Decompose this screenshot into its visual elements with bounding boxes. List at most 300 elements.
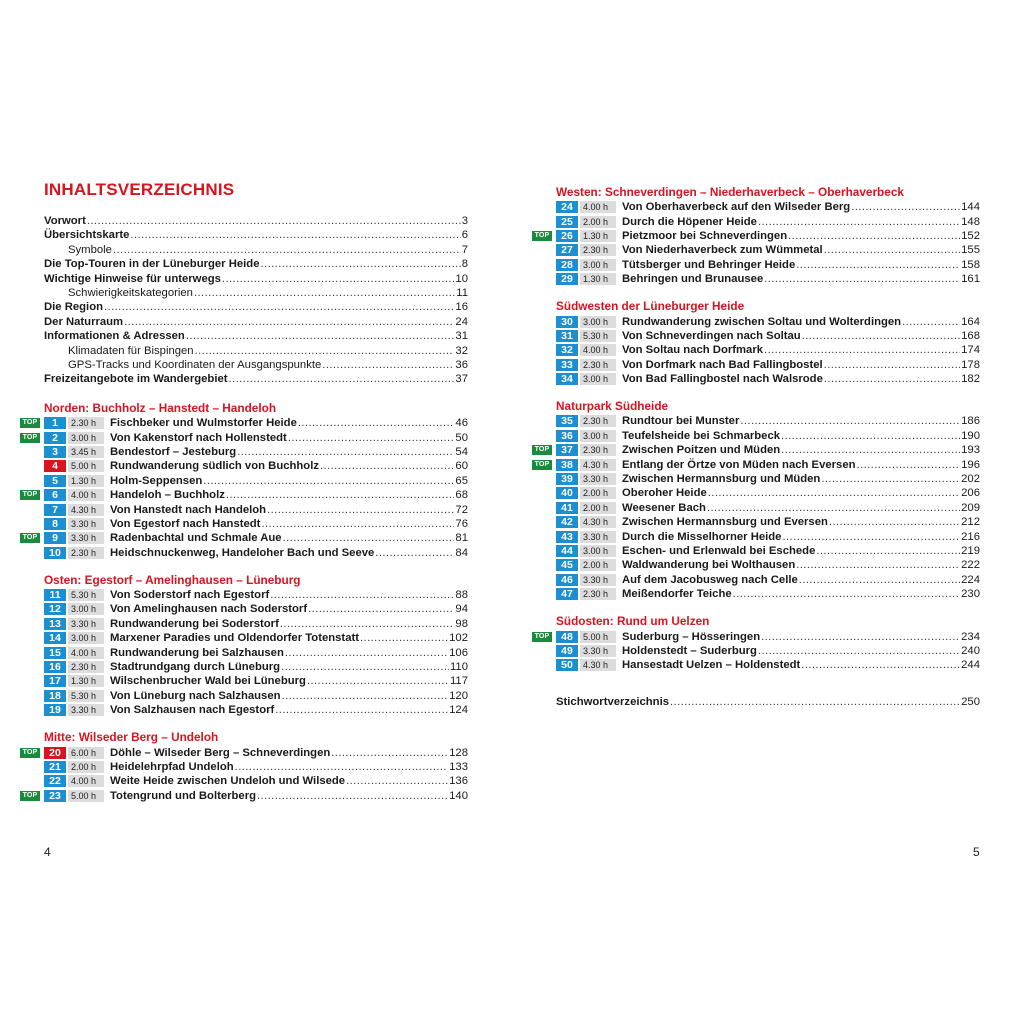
- tour-page: 168: [961, 329, 980, 342]
- tour-page: 60: [455, 460, 468, 473]
- tour-duration: 5.30 h: [68, 690, 104, 702]
- dot-leader: [320, 460, 454, 472]
- tour-duration: 3.30 h: [580, 574, 616, 586]
- dot-leader: [824, 373, 960, 385]
- toc-entry-label: Klimadaten für Bispingen: [68, 344, 194, 357]
- dot-leader: [764, 344, 960, 356]
- toc-entry-page: 6: [461, 229, 468, 242]
- section-heading: Naturpark Südheide: [556, 399, 669, 414]
- top-tour-badge: TOP: [20, 533, 40, 543]
- toc-entry[interactable]: [44, 329, 468, 343]
- section-heading: Südosten: Rund um Uelzen: [556, 614, 710, 629]
- tour-duration: 2.30 h: [68, 417, 104, 429]
- tour-page: 84: [455, 546, 468, 559]
- tour-entry[interactable]: [556, 587, 980, 601]
- tour-name: Von Niederhaverbeck zum Wümmetal: [622, 244, 823, 257]
- dot-leader: [799, 574, 960, 586]
- tour-entry[interactable]: [556, 314, 980, 328]
- tour-duration: 3.00 h: [580, 545, 616, 557]
- dot-leader: [802, 330, 960, 342]
- tour-entry[interactable]: [556, 414, 980, 428]
- dot-leader: [733, 588, 960, 600]
- toc-entry-label: Die Top-Touren in der Lüneburger Heide: [44, 258, 260, 271]
- tour-number: 40: [556, 487, 578, 499]
- tour-name: Von Soltau nach Dorfmark: [622, 344, 764, 357]
- toc-entry-page: 7: [461, 243, 468, 256]
- tour-page: 144: [961, 201, 980, 214]
- right-page: [512, 0, 1024, 1024]
- tour-entry[interactable]: [534, 457, 980, 471]
- tour-page: 94: [455, 603, 468, 616]
- toc-entry[interactable]: [44, 257, 468, 271]
- tour-duration: 3.30 h: [580, 645, 616, 657]
- tour-duration: 3.30 h: [68, 618, 104, 630]
- tour-entry[interactable]: [22, 745, 468, 759]
- tour-entry[interactable]: [534, 629, 980, 643]
- dot-leader: [764, 273, 960, 285]
- tour-page: 240: [961, 644, 980, 657]
- tour-page: 190: [961, 429, 980, 442]
- dot-leader: [824, 244, 960, 256]
- tour-name: Oberoher Heide: [622, 487, 707, 500]
- tour-page: 72: [455, 503, 468, 516]
- dot-leader: [781, 444, 960, 456]
- tour-page: 164: [961, 315, 980, 328]
- tour-name: Holdenstedt – Suderburg: [622, 644, 757, 657]
- top-tour-badge: TOP: [532, 632, 552, 642]
- front-matter-list: [44, 214, 468, 387]
- tour-entry[interactable]: [556, 472, 980, 486]
- dot-leader: [275, 704, 448, 716]
- tour-entry[interactable]: [556, 329, 980, 343]
- tour-page: 68: [455, 489, 468, 502]
- tour-entry[interactable]: [556, 515, 980, 529]
- tour-name: Von Bad Fallingbostel nach Walsrode: [622, 373, 823, 386]
- tour-name: Stadtrundgang durch Lüneburg: [110, 661, 281, 674]
- tour-name: Von Salzhausen nach Egestorf: [110, 704, 275, 717]
- tour-number: 37: [556, 444, 578, 456]
- tour-page: 152: [961, 229, 980, 242]
- dot-leader: [708, 487, 960, 499]
- tour-page: 136: [449, 775, 468, 788]
- dot-leader: [707, 502, 960, 514]
- toc-entry[interactable]: [44, 214, 468, 228]
- tour-number: 50: [556, 659, 578, 671]
- tour-number: 16: [44, 661, 66, 673]
- tour-number: 5: [44, 475, 66, 487]
- tour-page: 161: [961, 273, 980, 286]
- tour-duration: 3.00 h: [580, 316, 616, 328]
- tour-duration: 2.00 h: [580, 216, 616, 228]
- tour-duration: 4.30 h: [68, 504, 104, 516]
- tour-duration: 3.45 h: [68, 446, 104, 458]
- dot-leader: [261, 518, 454, 530]
- toc-entry[interactable]: [44, 300, 468, 314]
- dot-leader: [758, 216, 960, 228]
- tour-entry[interactable]: [22, 789, 468, 803]
- tour-entry[interactable]: [22, 531, 468, 545]
- tour-number: 4: [44, 460, 66, 472]
- toc-entry[interactable]: [44, 372, 468, 386]
- tour-name: Durch die Höpener Heide: [622, 215, 757, 228]
- tour-page: 120: [449, 689, 468, 702]
- tour-number: 26: [556, 230, 578, 242]
- tour-page: 202: [961, 473, 980, 486]
- tour-duration: 2.00 h: [580, 559, 616, 571]
- tour-entry[interactable]: [556, 558, 980, 572]
- tour-duration: 3.30 h: [580, 531, 616, 543]
- toc-entry-page: 37: [455, 373, 468, 386]
- tour-duration: 5.30 h: [68, 589, 104, 601]
- toc-entry[interactable]: [44, 286, 468, 300]
- tour-duration: 3.00 h: [68, 432, 104, 444]
- tour-name: Bendestorf – Jesteburg: [110, 445, 237, 458]
- tour-duration: 5.00 h: [68, 790, 104, 802]
- tour-entry[interactable]: [44, 459, 468, 473]
- tour-duration: 4.30 h: [580, 516, 616, 528]
- tour-number: 20: [44, 747, 66, 759]
- tour-page: 193: [961, 444, 980, 457]
- section-heading: Südwesten der Lüneburger Heide: [556, 299, 745, 314]
- dot-leader: [282, 690, 449, 702]
- dot-leader: [235, 761, 448, 773]
- tour-page: 65: [455, 474, 468, 487]
- tour-number: 18: [44, 690, 66, 702]
- tour-duration: 2.00 h: [580, 487, 616, 499]
- toc-entry[interactable]: [44, 358, 468, 372]
- tour-number: 33: [556, 359, 578, 371]
- tour-page: 106: [449, 646, 468, 659]
- tour-entry[interactable]: [556, 272, 980, 286]
- dot-leader: [307, 675, 449, 687]
- dot-leader: [322, 358, 454, 372]
- tour-name: Zwischen Hermannsburg und Müden: [622, 473, 821, 486]
- toc-entry-page: 250: [961, 695, 980, 708]
- tour-page: 128: [449, 746, 468, 759]
- tour-entry[interactable]: [44, 445, 468, 459]
- tour-name: Zwischen Hermannsburg und Eversen: [622, 516, 828, 529]
- tour-entry[interactable]: [44, 602, 468, 616]
- tour-number: 3: [44, 446, 66, 458]
- tour-page: 186: [961, 415, 980, 428]
- tour-name: Auf dem Jacobusweg nach Celle: [622, 573, 798, 586]
- tour-name: Rundwanderung zwischen Soltau und Wolterdingen: [622, 315, 902, 328]
- dot-leader: [130, 228, 460, 242]
- dot-leader: [270, 589, 454, 601]
- dot-leader: [285, 647, 448, 659]
- dot-leader: [281, 661, 449, 673]
- tour-page: 178: [961, 358, 980, 371]
- tour-entry[interactable]: [44, 774, 468, 788]
- tour-entry[interactable]: [44, 588, 468, 602]
- tour-entry[interactable]: [556, 658, 980, 672]
- dot-leader: [87, 214, 461, 228]
- tour-entry[interactable]: [556, 343, 980, 357]
- tour-number: 48: [556, 631, 578, 643]
- tour-entry[interactable]: [556, 243, 980, 257]
- toc-entry-page: 3: [461, 215, 468, 227]
- dot-leader: [829, 516, 960, 528]
- tour-number: 22: [44, 775, 66, 787]
- tour-entry[interactable]: [556, 573, 980, 587]
- tour-number: 29: [556, 273, 578, 285]
- tour-section: [534, 398, 980, 601]
- tour-number: 12: [44, 603, 66, 615]
- tour-duration: 4.30 h: [580, 459, 616, 471]
- tour-page: 212: [961, 516, 980, 529]
- tour-entry[interactable]: [556, 200, 980, 214]
- tour-number: 17: [44, 675, 66, 687]
- dot-leader: [222, 272, 455, 286]
- tour-number: 35: [556, 415, 578, 427]
- tour-duration: 3.30 h: [68, 704, 104, 716]
- tour-name: Weesener Bach: [622, 501, 706, 514]
- tour-page: 182: [961, 373, 980, 386]
- toc-entry-label: Wichtige Hinweise für unterwegs: [44, 272, 221, 285]
- dot-leader: [283, 532, 455, 544]
- tour-name: Pietzmoor bei Schneverdingen: [622, 229, 788, 242]
- toc-entry-label: Vorwort: [44, 215, 86, 227]
- tour-name: Döhle – Wilseder Berg – Schneverdingen: [110, 746, 331, 759]
- tour-entry[interactable]: [44, 674, 468, 688]
- tour-duration: 4.30 h: [580, 659, 616, 671]
- tour-name: Meißendorfer Teiche: [622, 588, 732, 601]
- dot-leader: [801, 659, 960, 671]
- tour-name: Von Amelinghausen nach Soderstorf: [110, 603, 308, 616]
- tour-name: Von Egestorf nach Hanstedt: [110, 517, 261, 530]
- tour-number: 2: [44, 432, 66, 444]
- tour-duration: 3.00 h: [580, 430, 616, 442]
- tour-number: 27: [556, 244, 578, 256]
- tour-section: [22, 400, 468, 560]
- top-tour-badge: TOP: [20, 748, 40, 758]
- tour-name: Rundwanderung bei Soderstorf: [110, 617, 279, 630]
- tour-name: Weite Heide zwischen Undeloh und Wilsede: [110, 775, 346, 788]
- dot-leader: [194, 286, 455, 300]
- tour-page: 133: [449, 761, 468, 773]
- tour-page: 124: [449, 704, 468, 717]
- tour-name: Holm-Seppensen: [110, 474, 203, 487]
- toc-entry[interactable]: [44, 228, 468, 242]
- tour-duration: 1.30 h: [68, 675, 104, 687]
- tour-number: 25: [556, 216, 578, 228]
- tour-duration: 3.30 h: [580, 473, 616, 485]
- tour-entry[interactable]: [44, 660, 468, 674]
- tour-page: 102: [449, 632, 468, 645]
- toc-entry[interactable]: [44, 243, 468, 257]
- tour-name: Hansestadt Uelzen – Holdenstedt: [622, 659, 801, 672]
- tour-entry[interactable]: [44, 546, 468, 560]
- tour-name: Von Hanstedt nach Handeloh: [110, 503, 267, 516]
- tour-page: 222: [961, 559, 980, 572]
- tour-duration: 2.30 h: [580, 444, 616, 456]
- tour-name: Durch die Misselhorner Heide: [622, 530, 782, 543]
- tour-entry[interactable]: [556, 214, 980, 228]
- dot-leader: [267, 504, 454, 516]
- tour-number: 46: [556, 574, 578, 586]
- tour-page: 209: [961, 501, 980, 514]
- tour-page: 216: [961, 530, 980, 543]
- toc-entry-index[interactable]: [556, 695, 980, 709]
- toc-entry-page: 36: [455, 358, 468, 371]
- tour-duration: 2.30 h: [580, 359, 616, 371]
- dot-leader: [104, 300, 454, 314]
- section-heading: Osten: Egestorf – Amelinghausen – Lüneburg: [44, 572, 301, 587]
- tour-name: Heidelehrpfad Undeloh: [110, 761, 234, 773]
- dot-leader: [816, 545, 960, 557]
- toc-entry-page: 10: [455, 272, 468, 285]
- tour-entry[interactable]: [534, 229, 980, 243]
- tour-page: 117: [449, 675, 468, 688]
- tour-duration: 2.30 h: [68, 661, 104, 673]
- dot-leader: [113, 243, 461, 257]
- toc-entry-label: Freizeitangebote im Wandergebiet: [44, 373, 228, 386]
- tour-duration: 5.00 h: [68, 460, 104, 472]
- dot-leader: [226, 489, 455, 501]
- tour-entry[interactable]: [44, 474, 468, 488]
- dot-leader: [788, 230, 960, 242]
- tour-duration: 1.30 h: [580, 230, 616, 242]
- tour-number: 31: [556, 330, 578, 342]
- tour-entry[interactable]: [44, 502, 468, 516]
- tour-entry[interactable]: [44, 703, 468, 717]
- tour-entry[interactable]: [44, 760, 468, 774]
- tour-entry[interactable]: [44, 617, 468, 631]
- dot-leader: [824, 359, 960, 371]
- tour-entry[interactable]: [556, 358, 980, 372]
- tour-entry[interactable]: [22, 416, 468, 430]
- tour-duration: 3.00 h: [580, 373, 616, 385]
- tour-page: 206: [961, 487, 980, 500]
- tour-name: Zwischen Poitzen und Müden: [622, 444, 781, 457]
- tour-name: Eschen- und Erlenwald bei Eschede: [622, 545, 816, 557]
- tour-duration: 3.30 h: [68, 532, 104, 544]
- tour-number: 24: [556, 201, 578, 213]
- dot-leader: [857, 459, 961, 471]
- toc-entry-label: Symbole: [68, 243, 112, 256]
- tour-entry[interactable]: [556, 644, 980, 658]
- tour-number: 28: [556, 259, 578, 271]
- tour-duration: 1.30 h: [580, 273, 616, 285]
- tour-page: 98: [455, 617, 468, 630]
- tour-entry[interactable]: [22, 488, 468, 502]
- tour-number: 19: [44, 704, 66, 716]
- tour-entry[interactable]: [44, 517, 468, 531]
- tour-section: [44, 572, 468, 718]
- top-tour-badge: TOP: [20, 490, 40, 500]
- tour-entry[interactable]: [556, 429, 980, 443]
- tour-name: Waldwanderung bei Wolthausen: [622, 559, 796, 572]
- toc-entry[interactable]: [44, 344, 468, 358]
- tour-page: 110: [449, 661, 468, 674]
- tour-name: Von Soderstorf nach Egestorf: [110, 589, 270, 602]
- tour-number: 49: [556, 645, 578, 657]
- tour-duration: 3.30 h: [68, 518, 104, 530]
- tour-entry[interactable]: [44, 631, 468, 645]
- tour-number: 9: [44, 532, 66, 544]
- tour-entry[interactable]: [556, 372, 980, 386]
- tour-duration: 6.00 h: [68, 747, 104, 759]
- tour-name: Von Dorfmark nach Bad Fallingbostel: [622, 358, 823, 371]
- tour-number: 42: [556, 516, 578, 528]
- toc-entry-page: 16: [455, 301, 468, 314]
- tour-name: Rundtour bei Munster: [622, 415, 740, 428]
- top-tour-badge: TOP: [532, 460, 552, 470]
- page-number-right: 5: [973, 845, 980, 859]
- dot-leader: [360, 632, 448, 644]
- dot-leader: [261, 257, 461, 271]
- dot-leader: [375, 547, 454, 559]
- tour-number: 38: [556, 459, 578, 471]
- tour-entry[interactable]: [556, 501, 980, 515]
- tour-duration: 3.00 h: [580, 259, 616, 271]
- tour-duration: 2.30 h: [68, 547, 104, 559]
- tour-entry[interactable]: [556, 544, 980, 558]
- dot-leader: [346, 775, 448, 787]
- tour-name: Behringen und Brunausee: [622, 273, 764, 286]
- dot-leader: [781, 430, 960, 442]
- tour-entry[interactable]: [556, 258, 980, 272]
- toc-entry-page: 11: [456, 286, 468, 299]
- tour-name: Von Schneverdingen nach Soltau: [622, 329, 801, 342]
- tour-entry[interactable]: [556, 529, 980, 543]
- tour-number: 41: [556, 502, 578, 514]
- tour-number: 44: [556, 545, 578, 557]
- tour-name: Von Lüneburg nach Salzhausen: [110, 689, 281, 702]
- toc-entry-label: Der Naturraum: [44, 315, 124, 328]
- tour-section: [534, 613, 980, 672]
- toc-entry[interactable]: [44, 272, 468, 286]
- tour-entry[interactable]: [22, 430, 468, 444]
- tour-name: Entlang der Örtze von Müden nach Eversen: [622, 458, 856, 471]
- dot-leader: [308, 603, 454, 615]
- toc-entry[interactable]: [44, 315, 468, 329]
- tour-page: 46: [455, 417, 468, 430]
- tour-number: 14: [44, 632, 66, 644]
- tour-duration: 3.00 h: [68, 632, 104, 644]
- tour-entry[interactable]: [534, 443, 980, 457]
- tour-number: 10: [44, 547, 66, 559]
- dot-leader: [237, 446, 454, 458]
- dot-leader: [203, 475, 454, 487]
- tour-number: 43: [556, 531, 578, 543]
- top-tour-badge: TOP: [532, 445, 552, 455]
- tour-number: 47: [556, 588, 578, 600]
- toc-entry-label: Stichwortverzeichnis: [556, 695, 670, 708]
- dot-leader: [280, 618, 455, 630]
- tour-page: 234: [961, 630, 980, 643]
- tour-section: [22, 729, 468, 803]
- toc-entry-page: 31: [455, 330, 468, 343]
- dot-leader: [796, 559, 960, 571]
- tour-duration: 2.30 h: [580, 415, 616, 427]
- tour-name: Radenbachtal und Schmale Aue: [110, 532, 282, 545]
- tour-entry[interactable]: [44, 689, 468, 703]
- section-heading: Norden: Buchholz – Hanstedt – Handeloh: [44, 401, 277, 415]
- tour-name: Heidschnuckenweg, Handeloher Bach und Seeve: [110, 546, 375, 559]
- dot-leader: [331, 747, 448, 759]
- tour-entry[interactable]: [44, 645, 468, 659]
- tour-duration: 3.00 h: [68, 603, 104, 615]
- dot-leader: [186, 329, 455, 343]
- tour-number: 8: [44, 518, 66, 530]
- tour-entry[interactable]: [556, 486, 980, 500]
- dot-leader: [124, 315, 454, 329]
- tour-page: 140: [449, 789, 468, 802]
- tour-number: 13: [44, 618, 66, 630]
- tour-name: Suderburg – Hösseringen: [622, 630, 761, 643]
- tour-name: Totengrund und Bolterberg: [110, 789, 257, 802]
